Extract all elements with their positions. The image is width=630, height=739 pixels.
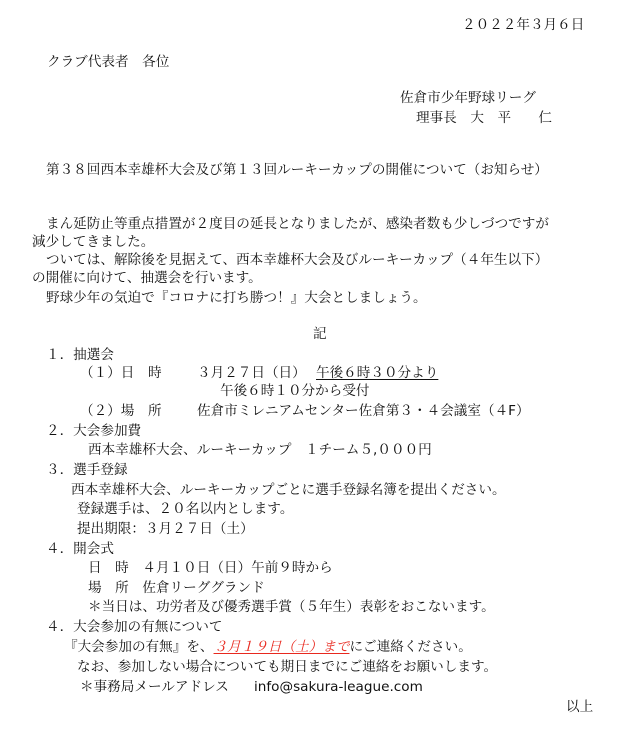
section-4-date: 日 時 ４月１０日（日）午前９時から — [88, 560, 333, 576]
section-1-heading: １．抽選会 — [46, 347, 114, 363]
reply-deadline: ３月１９日（土）まで — [213, 639, 350, 655]
body-line-1: まん延防止等重点措置が２度目の延長となりましたが、感染者数も少しづつですが — [46, 216, 549, 232]
section-1-place-label: （２）場 所 — [80, 403, 162, 419]
section-3-line-2: 登録選手は、２０名以内とします。 — [77, 501, 294, 517]
section-2-heading: ２．大会参加費 — [46, 423, 142, 439]
section-3-deadline: 提出期限：３月２７日（土） — [77, 521, 254, 537]
body-line-2: 減少してきました。 — [32, 234, 155, 250]
section-3-line-1: 西本幸雄杯大会、ルーキーカップごとに選手登録名簿を提出ください。 — [71, 482, 506, 498]
section-5-line-1-pre: 『大会参加の有無』を、 — [64, 639, 214, 655]
section-5-line-1-post: にご連絡ください。 — [349, 639, 472, 655]
section-3-heading: ３．選手登録 — [46, 462, 128, 478]
section-2-fee: 西本幸雄杯大会、ルーキーカップ １チーム５,０００円 — [88, 442, 432, 458]
section-1-date-value: ３月２７日（日） — [197, 365, 306, 381]
sender-organization: 佐倉市少年野球リーグ — [400, 90, 536, 106]
ki-marker: 記 — [313, 326, 327, 342]
section-1-start-time: 午後６時３０分より — [316, 365, 439, 381]
section-4-note: ＊当日は、功労者及び優秀選手賞（５年生）表彰をおこないます。 — [88, 599, 495, 615]
section-4-place: 場 所 佐倉リーググランド — [88, 580, 265, 596]
section-5-line-1 — [64, 638, 472, 656]
section-4-heading: ４．開会式 — [46, 541, 114, 557]
section-1-date-label: （１）日 時 — [80, 365, 162, 381]
section-1-place-value: 佐倉市ミレニアムセンター佐倉第３・４会議室（４F） — [197, 403, 530, 419]
email-address[interactable]: info@sakura-league.com — [254, 679, 423, 695]
body-line-4: の開催に向けて、抽選会を行います。 — [32, 270, 262, 286]
section-1-reception: 午後６時１０分から受付 — [220, 383, 370, 399]
section-5-heading: ４．大会参加の有無について — [46, 619, 223, 635]
section-5-line-2: なお、参加しない場合についても期日までにご連絡をお願いします。 — [77, 659, 498, 675]
body-line-3: ついては、解除後を見据えて、西本幸雄杯大会及びルーキーカップ（４年生以下） — [46, 252, 549, 268]
closing: 以上 — [566, 699, 594, 715]
email-label: ＊事務局メールアドレス — [80, 679, 229, 695]
recipient: クラブ代表者 各位 — [47, 54, 170, 70]
document-date: ２０２２年３月６日 — [462, 17, 585, 33]
document-subject: 第３８回西本幸雄杯大会及び第１３回ルーキーカップの開催について（お知らせ） — [46, 162, 548, 178]
sender-name: 理事長 大 平 仁 — [416, 110, 552, 126]
body-line-5: 野球少年の気迫で『コロナに打ち勝つ！』大会としましょう。 — [46, 290, 427, 306]
